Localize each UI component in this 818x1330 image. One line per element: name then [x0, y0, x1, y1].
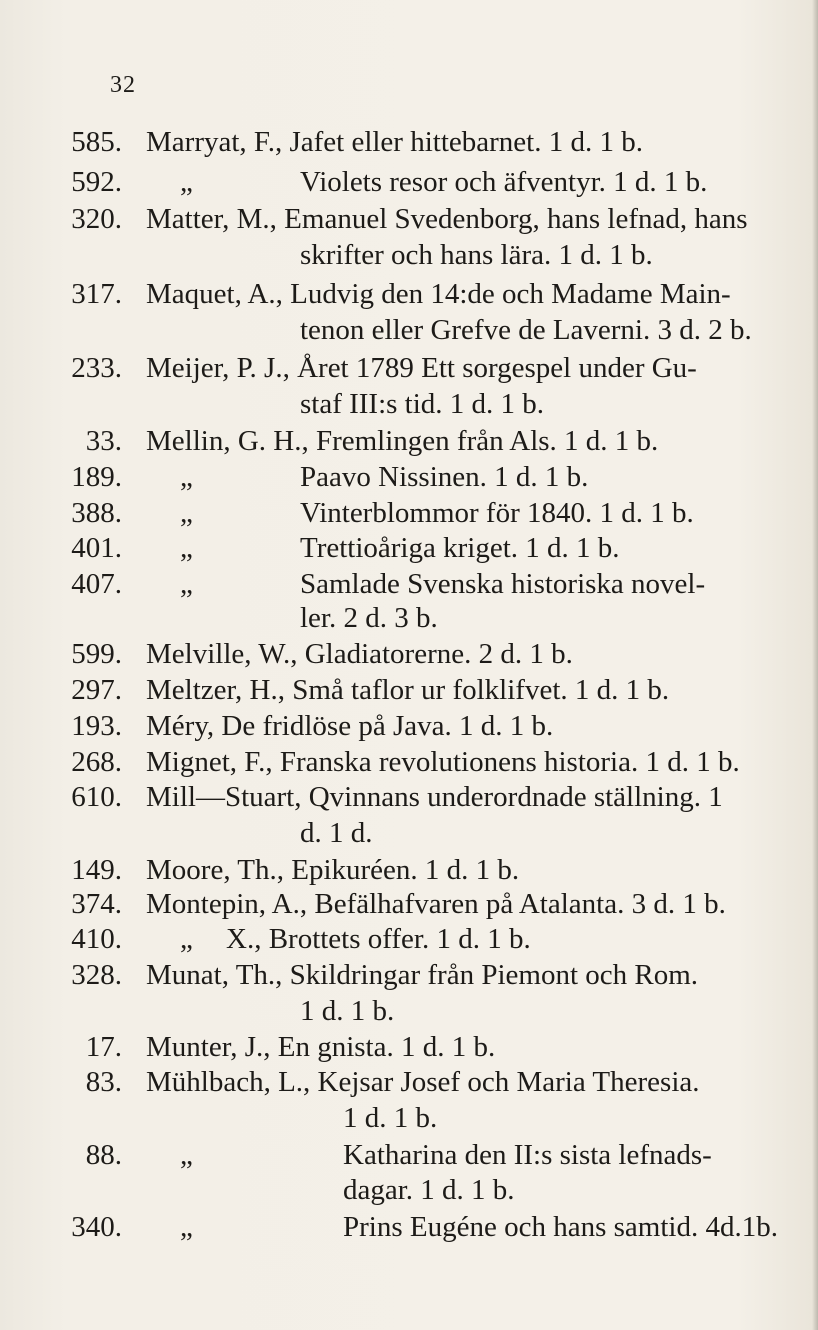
ditto-mark: „ [180, 1211, 193, 1243]
entry-text: Meltzer, H., Små taflor ur folklifvet. 1 d. 1 b. [146, 674, 670, 706]
entry-number: 401. [71, 532, 122, 564]
entry-text: Meijer, P. J., Året 1789 Ett sorgespel under Gu- [146, 352, 697, 384]
entry-text: Trettioåriga kriget. 1 d. 1 b. [300, 532, 620, 564]
entry-number: 320. [71, 203, 122, 235]
continuation-text: 1 d. 1 b. [300, 995, 395, 1027]
catalog-entry [0, 164, 818, 200]
catalog-entry [0, 744, 818, 780]
continuation-text: d. 1 d. [300, 817, 373, 849]
entry-number: 33. [85, 425, 122, 457]
catalog-entry [0, 459, 818, 495]
entry-text: Violets resor och äfventyr. 1 d. 1 b. [300, 166, 708, 198]
catalog-entry [0, 957, 818, 993]
entry-continuation [0, 312, 818, 348]
entry-continuation [0, 815, 818, 851]
catalog-entry [0, 672, 818, 708]
entry-number: 374. [71, 888, 122, 920]
catalog-entry [0, 1064, 818, 1100]
entry-text: Melville, W., Gladiatorerne. 2 d. 1 b. [146, 638, 573, 670]
ditto-mark: „ [180, 923, 193, 955]
catalog-entry [0, 1137, 818, 1173]
ditto-mark: „ [180, 497, 193, 529]
entry-text: Mignet, F., Franska revolutionens historia. 1 d. 1 b. [146, 746, 740, 778]
catalog-entry [0, 852, 818, 888]
entry-number: 297. [71, 674, 122, 706]
entry-text: Vinterblommor för 1840. 1 d. 1 b. [300, 497, 694, 529]
entry-continuation [0, 600, 818, 636]
catalog-entry [0, 921, 818, 957]
continuation-text: dagar. 1 d. 1 b. [343, 1174, 515, 1206]
entry-number: 592. [71, 166, 122, 198]
catalog-entry [0, 530, 818, 566]
ditto-mark: „ [180, 568, 193, 600]
ditto-mark: „ [180, 1139, 193, 1171]
catalog-entry [0, 779, 818, 815]
entry-text: Samlade Svenska historiska novel- [300, 568, 706, 600]
entry-number: 193. [71, 710, 122, 742]
catalog-entry [0, 886, 818, 922]
entry-text: Méry, De fridlöse på Java. 1 d. 1 b. [146, 710, 554, 742]
entry-number: 388. [71, 497, 122, 529]
entry-text: Matter, M., Emanuel Svedenborg, hans lefnad, hans [146, 203, 748, 235]
catalog-entry [0, 495, 818, 531]
catalog-entry [0, 276, 818, 312]
catalog-entry [0, 124, 818, 160]
entry-text: Prins Eugéne och hans samtid. 4d.1b. [343, 1211, 778, 1243]
entry-continuation [0, 1172, 818, 1208]
entry-text: Mühlbach, L., Kejsar Josef och Maria Theresia. [146, 1066, 700, 1098]
entry-continuation [0, 993, 818, 1029]
entry-number: 407. [71, 568, 122, 600]
catalog-entry [0, 1209, 818, 1245]
entry-number: 610. [71, 781, 122, 813]
entry-text: Maquet, A., Ludvig den 14:de och Madame Main- [146, 278, 731, 310]
ditto-mark: „ [180, 461, 193, 493]
entry-continuation [0, 237, 818, 273]
continuation-text: 1 d. 1 b. [343, 1102, 438, 1134]
ditto-mark: „ [180, 166, 193, 198]
entry-number: 317. [71, 278, 122, 310]
catalog-entry [0, 636, 818, 672]
catalog-entry [0, 350, 818, 386]
entry-number: 88. [85, 1139, 122, 1171]
entry-number: 340. [71, 1211, 122, 1243]
entry-text: Mill—Stuart, Qvinnans underordnade ställning. 1 [146, 781, 723, 813]
catalog-entry [0, 708, 818, 744]
ditto-mark: „ [180, 532, 193, 564]
entry-continuation [0, 1100, 818, 1136]
entry-text: X., Brottets offer. 1 d. 1 b. [226, 923, 531, 955]
continuation-text: tenon eller Grefve de Laverni. 3 d. 2 b. [300, 314, 752, 346]
entry-text: Katharina den II:s sista lefnads- [343, 1139, 712, 1171]
entry-continuation [0, 386, 818, 422]
entry-number: 233. [71, 352, 122, 384]
catalog-entry [0, 201, 818, 237]
entry-number: 328. [71, 959, 122, 991]
entry-text: Moore, Th., Epikuréen. 1 d. 1 b. [146, 854, 520, 886]
continuation-text: skrifter och hans lära. 1 d. 1 b. [300, 239, 653, 271]
entry-number: 17. [85, 1031, 122, 1063]
continuation-text: staf III:s tid. 1 d. 1 b. [300, 388, 545, 420]
entry-text: Montepin, A., Befälhafvaren på Atalanta. 3 d. 1 b. [146, 888, 726, 920]
entry-number: 410. [71, 923, 122, 955]
entry-number: 189. [71, 461, 122, 493]
catalog-entry [0, 566, 818, 602]
entry-text: Mellin, G. H., Fremlingen från Als. 1 d. 1 b. [146, 425, 659, 457]
entry-number: 585. [71, 126, 122, 158]
entry-text: Munat, Th., Skildringar från Piemont och Rom. [146, 959, 699, 991]
entry-text: Paavo Nissinen. 1 d. 1 b. [300, 461, 589, 493]
continuation-text: ler. 2 d. 3 b. [300, 602, 438, 634]
entry-number: 268. [71, 746, 122, 778]
catalog-entry [0, 423, 818, 459]
entry-text: Marryat, F., Jafet eller hittebarnet. 1 d. 1 b. [146, 126, 643, 158]
entry-text: Munter, J., En gnista. 1 d. 1 b. [146, 1031, 496, 1063]
entry-number: 83. [85, 1066, 122, 1098]
entry-number: 149. [71, 854, 122, 886]
entry-number: 599. [71, 638, 122, 670]
page-number: 32 [110, 72, 136, 98]
catalog-entry [0, 1029, 818, 1065]
